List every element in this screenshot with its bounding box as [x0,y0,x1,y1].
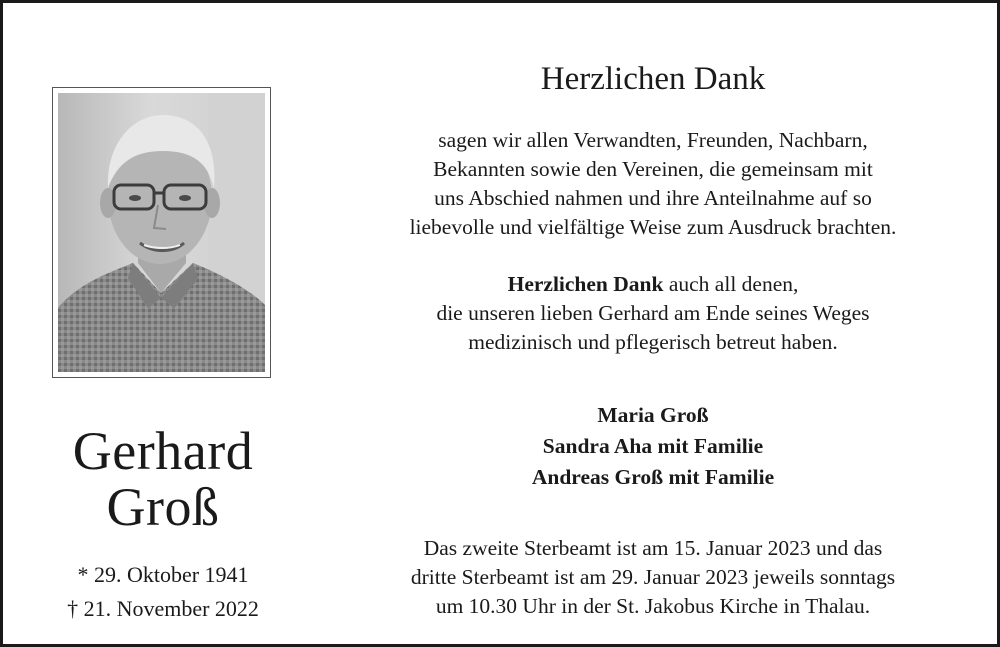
care-thanks-line: die unseren lieben Gerhard am Ende seines Weges [436,301,870,325]
memorial-line: Das zweite Sterbeamt ist am 15. Januar 2023 und das [423,536,883,560]
thanks-paragraph [333,126,973,242]
care-thanks-paragraph [333,270,973,357]
signer: Maria Groß [597,403,709,427]
portrait-photo [58,93,265,372]
memorial-line: um 10.30 Uhr in der St. Jakobus Kirche in Thalau. [435,594,871,618]
thanks-line: uns Abschied nahmen und ihre Anteilnahme auf so [434,186,872,210]
care-thanks-line: medizinisch und pflegerisch betreut haben. [468,330,838,354]
death-date: † 21. November 2022 [67,596,259,621]
thanks-line: Bekannten sowie den Vereinen, die gemeinsam mit [433,157,873,181]
portrait-photo-frame [52,87,271,378]
notice-heading: Herzlichen Dank [540,61,766,97]
deceased-name [23,423,303,535]
signer: Sandra Aha mit Familie [542,434,764,458]
memorial-mass-paragraph [333,534,973,621]
deceased-last-name: Groß [106,477,220,537]
birth-date: * 29. Oktober 1941 [77,562,249,587]
thanks-line: sagen wir allen Verwandten, Freunden, Nachbarn, [438,128,868,152]
care-thanks-bold: Herzlichen Dank [507,272,664,296]
life-dates [23,558,303,626]
memorial-line: dritte Sterbeamt ist am 29. Januar 2023 jeweils sonntags [410,565,896,589]
care-thanks-first-line [333,270,973,299]
care-thanks-rest: auch all denen, [663,272,799,296]
deceased-first-name: Gerhard [72,421,254,481]
signer: Andreas Groß mit Familie [531,465,775,489]
thanks-line: liebevolle und vielfältige Weise zum Ausdruck brachten. [409,215,897,239]
signers [333,400,973,493]
